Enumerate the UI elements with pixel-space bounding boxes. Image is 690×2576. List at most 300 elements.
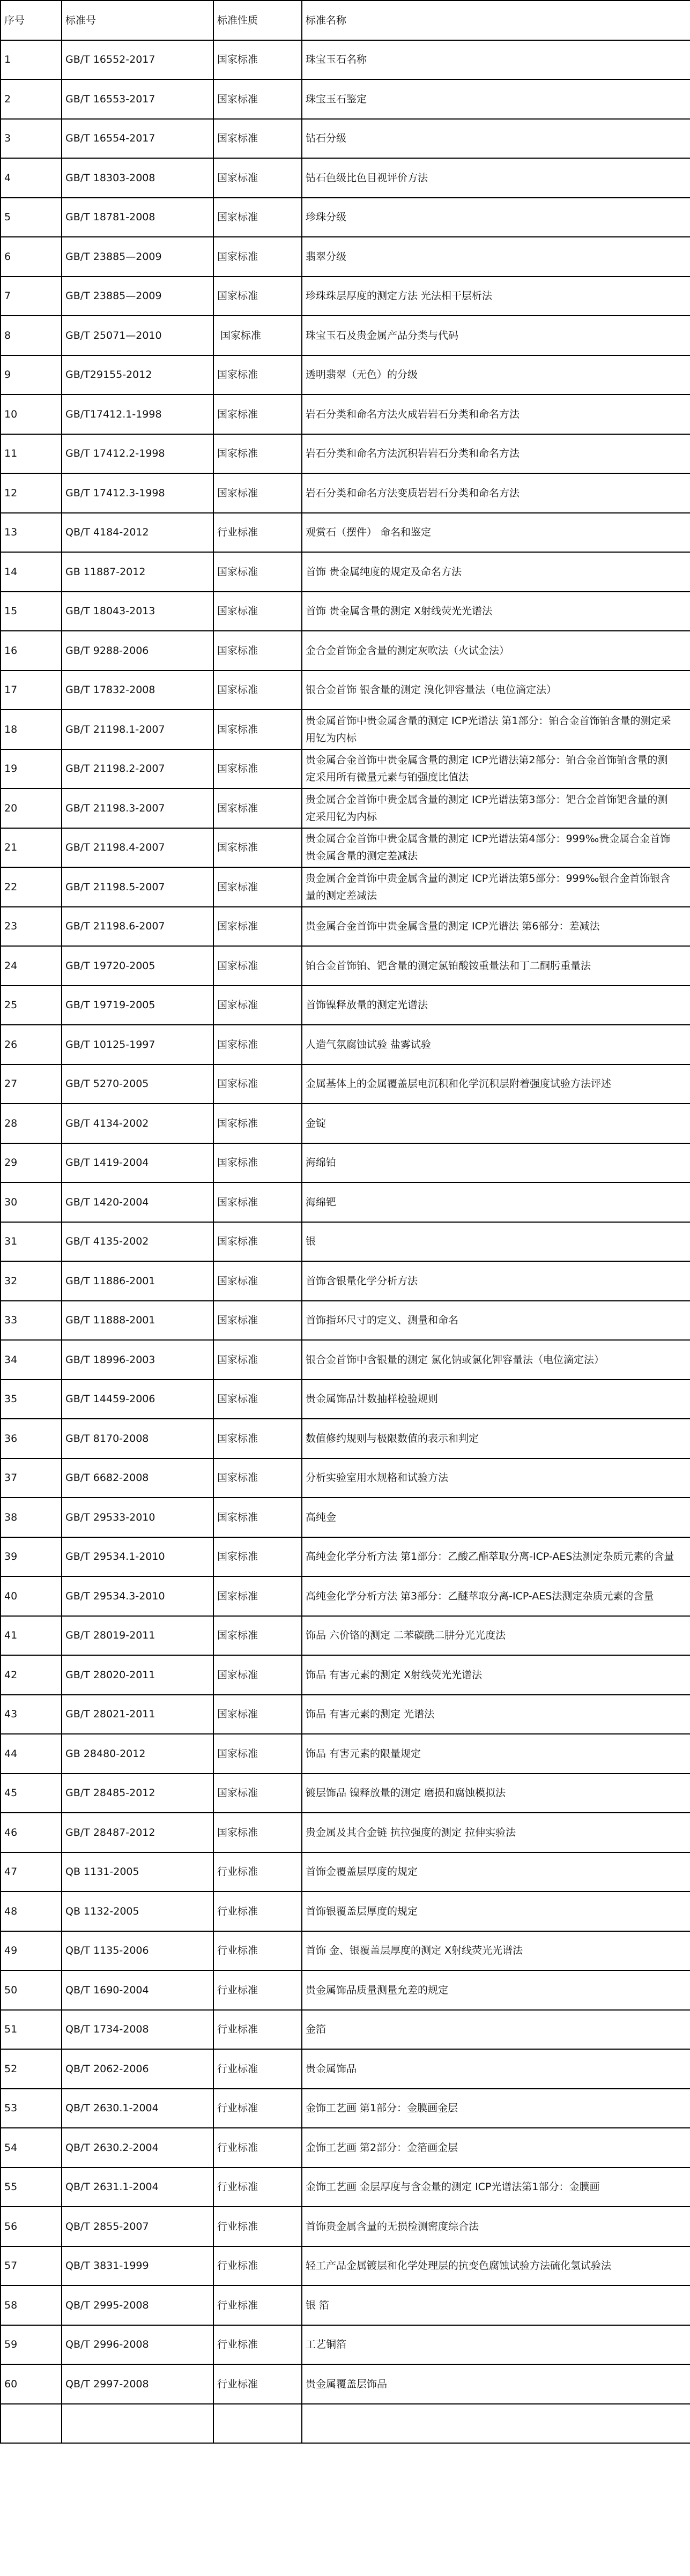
table-row (1, 749, 690, 789)
table-row (1, 1852, 690, 1892)
row-standard-type: 行业标准 (213, 2010, 302, 2050)
row-standard-name: 贵金属合金首饰中贵金属含量的测定 ICP光谱法第5部分：999‰银合金首饰银含量的测定差减法 (302, 867, 690, 907)
table-row (1, 2364, 690, 2404)
row-standard-name: 金饰工艺画 金层厚度与含金量的测定 ICP光谱法第1部分：金膜画 (302, 2168, 690, 2207)
table-row (1, 2325, 690, 2365)
row-standard-name: 岩石分类和命名方法火成岩岩石分类和命名方法 (302, 394, 690, 434)
table-row (1, 237, 690, 277)
row-standard-code: QB/T 1734-2008 (62, 2010, 213, 2050)
row-standard-code: GB/T 16554-2017 (62, 119, 213, 159)
row-standard-code: GB/T 21198.4-2007 (62, 828, 213, 868)
row-standard-type: 国家标准 (213, 237, 302, 277)
table-row (1, 1458, 690, 1498)
table-row (1, 1616, 690, 1656)
row-standard-type: 国家标准 (213, 749, 302, 789)
table-row (1, 1498, 690, 1537)
row-standard-type: 国家标准 (213, 394, 302, 434)
row-standard-name: 金箔 (302, 2010, 690, 2050)
row-index: 7 (1, 277, 62, 316)
row-index: 51 (1, 2010, 62, 2050)
row-index: 13 (1, 513, 62, 553)
row-standard-name: 镀层饰品 镍释放量的测定 磨损和腐蚀模拟法 (302, 1774, 690, 1813)
row-standard-code: GB/T 18996-2003 (62, 1340, 213, 1380)
row-index: 30 (1, 1182, 62, 1222)
row-standard-code: GB/T 21198.5-2007 (62, 867, 213, 907)
row-standard-type: 国家标准 (213, 434, 302, 474)
row-standard-code: GB/T 21198.6-2007 (62, 907, 213, 947)
row-standard-type: 国家标准 (213, 1695, 302, 1734)
row-standard-code: GB/T 10125-1997 (62, 1025, 213, 1064)
header-standard-type: 标准性质 (213, 1, 302, 40)
row-standard-code: GB/T 4135-2002 (62, 1222, 213, 1262)
table-row (1, 1104, 690, 1143)
row-standard-code: QB/T 2996-2008 (62, 2325, 213, 2365)
row-index: 49 (1, 1931, 62, 1971)
row-standard-code: GB/T 21198.1-2007 (62, 710, 213, 749)
row-standard-type: 行业标准 (213, 2207, 302, 2246)
row-index: 1 (1, 40, 62, 80)
row-index: 25 (1, 986, 62, 1025)
row-standard-name: 贵金属饰品 (302, 2049, 690, 2089)
row-index: 6 (1, 237, 62, 277)
row-standard-code: GB/T 23885—2009 (62, 237, 213, 277)
row-standard-code: QB/T 1690-2004 (62, 1970, 213, 2010)
table-row (1, 828, 690, 868)
row-standard-code: QB 1132-2005 (62, 1892, 213, 1931)
row-standard-type: 国家标准 (213, 671, 302, 710)
row-standard-code: GB/T 23885—2009 (62, 277, 213, 316)
row-standard-name: 金锭 (302, 1104, 690, 1143)
row-standard-type: 国家标准 (213, 1340, 302, 1380)
row-standard-code: GB/T 28021-2011 (62, 1695, 213, 1734)
row-standard-code: QB/T 2630.1-2004 (62, 2089, 213, 2128)
row-standard-code: GB/T 29534.1-2010 (62, 1537, 213, 1577)
row-standard-type: 国家标准 (213, 158, 302, 198)
table-row (1, 158, 690, 198)
row-standard-code: GB/T 6682-2008 (62, 1458, 213, 1498)
row-standard-name: 岩石分类和命名方法沉积岩岩石分类和命名方法 (302, 434, 690, 474)
row-index: 19 (1, 749, 62, 789)
row-index: 23 (1, 907, 62, 947)
row-standard-code: QB 1131-2005 (62, 1852, 213, 1892)
row-standard-name: 首饰金覆盖层厚度的规定 (302, 1852, 690, 1892)
header-index: 序号 (1, 1, 62, 40)
row-standard-name: 饰品 有害元素的测定 光谱法 (302, 1695, 690, 1734)
row-standard-name: 首饰指环尺寸的定义、测量和命名 (302, 1301, 690, 1341)
row-standard-code: GB/T 28485-2012 (62, 1774, 213, 1813)
row-standard-name: 首饰 金、银覆盖层厚度的测定 X射线荧光光谱法 (302, 1931, 690, 1971)
row-standard-code: GB/T 4134-2002 (62, 1104, 213, 1143)
row-index: 45 (1, 1774, 62, 1813)
table-row (1, 2049, 690, 2089)
row-index: 2 (1, 79, 62, 119)
row-standard-type: 国家标准 (213, 631, 302, 671)
table-row (1, 1261, 690, 1301)
row-index: 10 (1, 394, 62, 434)
table-row (1, 1655, 690, 1695)
row-standard-type: 国家标准 (213, 119, 302, 159)
row-standard-type: 国家标准 (213, 1222, 302, 1262)
row-standard-name: 海绵钯 (302, 1182, 690, 1222)
table-row (1, 2010, 690, 2050)
row-standard-code: GB/T 19720-2005 (62, 946, 213, 986)
row-standard-code: GB/T 17412.2-1998 (62, 434, 213, 474)
row-index: 36 (1, 1419, 62, 1458)
row-standard-type: 行业标准 (213, 2364, 302, 2404)
row-standard-code: GB/T 29533-2010 (62, 1498, 213, 1537)
row-standard-type: 国家标准 (213, 828, 302, 868)
row-index: 59 (1, 2325, 62, 2365)
row-standard-type: 国家标准 (213, 552, 302, 592)
row-standard-name: 珠宝玉石及贵金属产品分类与代码 (302, 316, 690, 355)
row-index: 40 (1, 1576, 62, 1616)
table-row (1, 316, 690, 355)
row-standard-name: 金饰工艺画 第2部分：金箔画金层 (302, 2128, 690, 2168)
row-standard-name: 珠宝玉石名称 (302, 40, 690, 80)
table-row (1, 1182, 690, 1222)
row-index: 44 (1, 1734, 62, 1774)
row-index: 38 (1, 1498, 62, 1537)
table-row (1, 2089, 690, 2128)
row-standard-code: GB/T 1419-2004 (62, 1143, 213, 1183)
table-row (1, 788, 690, 828)
row-standard-name: 首饰贵金属含量的无损检测密度综合法 (302, 2207, 690, 2246)
row-standard-code: GB/T 21198.2-2007 (62, 749, 213, 789)
row-index: 11 (1, 434, 62, 474)
row-index: 20 (1, 788, 62, 828)
row-standard-type: 行业标准 (213, 2089, 302, 2128)
row-standard-name: 贵金属合金首饰中贵金属含量的测定 ICP光谱法第2部分：铂合金首饰铂含量的测定采用所有微量元素与铂强度比值法 (302, 749, 690, 789)
row-standard-name: 首饰镍释放量的测定光谱法 (302, 986, 690, 1025)
row-standard-name: 银合金首饰中含银量的测定 氯化钠或氯化钾容量法（电位滴定法） (302, 1340, 690, 1380)
row-standard-type: 国家标准 (213, 867, 302, 907)
row-standard-type: 行业标准 (213, 1931, 302, 1971)
row-standard-type: 行业标准 (213, 513, 302, 553)
table-row (1, 79, 690, 119)
row-standard-code: GB/T29155-2012 (62, 355, 213, 395)
table-row (1, 671, 690, 710)
row-index: 48 (1, 1892, 62, 1931)
row-index: 28 (1, 1104, 62, 1143)
row-standard-code: GB/T17412.1-1998 (62, 394, 213, 434)
row-standard-name: 首饰 贵金属含量的测定 X射线荧光光谱法 (302, 592, 690, 631)
row-index: 41 (1, 1616, 62, 1656)
row-standard-code: GB/T 18043-2013 (62, 592, 213, 631)
row-standard-code: GB/T 9288-2006 (62, 631, 213, 671)
row-standard-code: GB/T 21198.3-2007 (62, 788, 213, 828)
row-index: 50 (1, 1970, 62, 2010)
row-index: 24 (1, 946, 62, 986)
row-standard-name: 钻石色级比色目视评价方法 (302, 158, 690, 198)
row-index: 4 (1, 158, 62, 198)
row-standard-name: 铂合金首饰铂、钯含量的测定氯铂酸铵重量法和丁二酮肟重量法 (302, 946, 690, 986)
row-index: 18 (1, 710, 62, 749)
row-standard-code: QB/T 2997-2008 (62, 2364, 213, 2404)
row-standard-name: 贵金属饰品质量测量允差的规定 (302, 1970, 690, 2010)
row-standard-name: 数值修约规则与极限数值的表示和判定 (302, 1419, 690, 1458)
table-row (1, 198, 690, 237)
row-index: 46 (1, 1813, 62, 1852)
table-row (1, 946, 690, 986)
row-index: 14 (1, 552, 62, 592)
row-standard-type: 国家标准 (213, 1182, 302, 1222)
table-row (1, 1892, 690, 1931)
row-standard-code: GB/T 11888-2001 (62, 1301, 213, 1341)
row-index: 16 (1, 631, 62, 671)
row-standard-type: 行业标准 (213, 1852, 302, 1892)
row-standard-name: 贵金属首饰中贵金属含量的测定 ICP光谱法 第1部分：铂合金首饰铂含量的测定采用钇为内标 (302, 710, 690, 749)
row-index: 12 (1, 473, 62, 513)
row-index: 32 (1, 1261, 62, 1301)
row-standard-type: 国家标准 (213, 592, 302, 631)
row-standard-code: GB 28480-2012 (62, 1734, 213, 1774)
row-standard-code: GB/T 18781-2008 (62, 198, 213, 237)
table-row (1, 986, 690, 1025)
row-standard-name: 首饰含银量化学分析方法 (302, 1261, 690, 1301)
table-row (1, 1576, 690, 1616)
row-standard-name: 首饰银覆盖层厚度的规定 (302, 1892, 690, 1931)
table-row (1, 1931, 690, 1971)
row-standard-code: GB/T 16553-2017 (62, 79, 213, 119)
row-index: 9 (1, 355, 62, 395)
row-standard-type: 国家标准 (213, 1537, 302, 1577)
row-index: 21 (1, 828, 62, 868)
row-index: 15 (1, 592, 62, 631)
row-index: 53 (1, 2089, 62, 2128)
row-standard-name: 观赏石（摆件） 命名和鉴定 (302, 513, 690, 553)
row-standard-type: 国家标准 (213, 79, 302, 119)
row-index (1, 2404, 62, 2444)
row-standard-type: 行业标准 (213, 2285, 302, 2325)
row-standard-type: 国家标准 (213, 1301, 302, 1341)
row-standard-type: 国家标准 (213, 1261, 302, 1301)
row-standard-name: 金饰工艺画 第1部分：金膜画金层 (302, 2089, 690, 2128)
row-standard-type: 国家标准 (213, 1143, 302, 1183)
row-standard-type: 国家标准 (213, 710, 302, 749)
row-standard-type: 国家标准 (213, 1458, 302, 1498)
row-index: 31 (1, 1222, 62, 1262)
row-standard-name: 贵金属合金首饰中贵金属含量的测定 ICP光谱法第4部分：999‰贵金属合金首饰贵金属含量的测定差减法 (302, 828, 690, 868)
header-standard-name: 标准名称 (302, 1, 690, 40)
row-index: 26 (1, 1025, 62, 1064)
row-standard-name: 贵金属饰品计数抽样检验规则 (302, 1380, 690, 1419)
table-row (1, 907, 690, 947)
row-standard-type: 国家标准 (213, 40, 302, 80)
row-index: 52 (1, 2049, 62, 2089)
table-row (1, 1695, 690, 1734)
row-standard-name: 金属基体上的金属覆盖层电沉积和化学沉积层附着强度试验方法评述 (302, 1064, 690, 1104)
table-row (1, 1774, 690, 1813)
table-row (1, 2285, 690, 2325)
table-row (1, 394, 690, 434)
row-index: 47 (1, 1852, 62, 1892)
row-standard-type: 国家标准 (213, 1655, 302, 1695)
row-standard-name: 轻工产品金属镀层和化学处理层的抗变色腐蚀试验方法硫化氢试验法 (302, 2246, 690, 2286)
table-row (1, 355, 690, 395)
table-row (1, 40, 690, 80)
row-standard-name: 珠宝玉石鉴定 (302, 79, 690, 119)
row-standard-type (213, 2404, 302, 2444)
row-index: 39 (1, 1537, 62, 1577)
row-index: 54 (1, 2128, 62, 2168)
table-body (1, 40, 690, 2444)
row-standard-code: GB/T 17832-2008 (62, 671, 213, 710)
row-standard-name: 金合金首饰金含量的测定灰吹法（火试金法） (302, 631, 690, 671)
row-standard-type: 国家标准 (213, 1616, 302, 1656)
row-standard-name: 贵金属及其合金链 抗拉强度的测定 拉伸实验法 (302, 1813, 690, 1852)
row-standard-type: 行业标准 (213, 1970, 302, 2010)
row-standard-code: GB/T 8170-2008 (62, 1419, 213, 1458)
table-row (1, 2168, 690, 2207)
row-standard-code: GB/T 28020-2011 (62, 1655, 213, 1695)
row-standard-name: 银合金首饰 银含量的测定 溴化钾容量法（电位滴定法） (302, 671, 690, 710)
row-standard-code: GB/T 11886-2001 (62, 1261, 213, 1301)
row-standard-name: 钻石分级 (302, 119, 690, 159)
row-standard-type: 国家标准 (213, 1064, 302, 1104)
row-standard-code: GB/T 5270-2005 (62, 1064, 213, 1104)
row-standard-code: GB/T 18303-2008 (62, 158, 213, 198)
table-row (1, 1734, 690, 1774)
row-standard-type: 国家标准 (213, 986, 302, 1025)
row-standard-type: 国家标准 (213, 1104, 302, 1143)
row-standard-code: GB/T 14459-2006 (62, 1380, 213, 1419)
row-standard-name: 银 (302, 1222, 690, 1262)
row-standard-type: 国家标准 (213, 473, 302, 513)
row-standard-type: 国家标准 (213, 788, 302, 828)
row-standard-type: 国家标准 (213, 1380, 302, 1419)
row-index: 43 (1, 1695, 62, 1734)
row-standard-code: GB/T 19719-2005 (62, 986, 213, 1025)
table-row (1, 2246, 690, 2286)
row-standard-name: 贵金属覆盖层饰品 (302, 2364, 690, 2404)
row-standard-type: 国家标准 (213, 1498, 302, 1537)
row-index: 8 (1, 316, 62, 355)
header-standard-code: 标准号 (62, 1, 213, 40)
row-standard-name: 海绵铂 (302, 1143, 690, 1183)
row-standard-type: 国家标准 (213, 1734, 302, 1774)
table-row (1, 1301, 690, 1341)
row-index: 58 (1, 2285, 62, 2325)
row-standard-code: QB/T 3831-1999 (62, 2246, 213, 2286)
row-standard-type: 行业标准 (213, 2128, 302, 2168)
row-standard-name: 透明翡翠（无色）的分级 (302, 355, 690, 395)
table-row (1, 2128, 690, 2168)
row-standard-code: QB/T 2855-2007 (62, 2207, 213, 2246)
row-standard-code: QB/T 2631.1-2004 (62, 2168, 213, 2207)
row-index: 33 (1, 1301, 62, 1341)
row-standard-name: 饰品 六价铬的测定 二苯碳酰二肼分光光度法 (302, 1616, 690, 1656)
table-row (1, 513, 690, 553)
row-standard-code (62, 2404, 213, 2444)
row-standard-type: 国家标准 (213, 1025, 302, 1064)
row-standard-type: 行业标准 (213, 2168, 302, 2207)
row-standard-code: QB/T 2062-2006 (62, 2049, 213, 2089)
row-standard-name: 饰品 有害元素的限量规定 (302, 1734, 690, 1774)
row-standard-type: 行业标准 (213, 1892, 302, 1931)
row-index: 27 (1, 1064, 62, 1104)
row-standard-code: GB/T 17412.3-1998 (62, 473, 213, 513)
row-index: 55 (1, 2168, 62, 2207)
table-row (1, 592, 690, 631)
row-standard-name: 高纯金化学分析方法 第1部分：乙酸乙酯萃取分离-ICP-AES法测定杂质元素的含量 (302, 1537, 690, 1577)
row-standard-type: 国家标准 (213, 1576, 302, 1616)
table-row (1, 1064, 690, 1104)
table-row (1, 1143, 690, 1183)
table-row (1, 2404, 690, 2444)
row-standard-type: 国家标准 (213, 277, 302, 316)
row-standard-name: 银 箔 (302, 2285, 690, 2325)
row-standard-type: 国家标准 (213, 1774, 302, 1813)
row-standard-type: 行业标准 (213, 2049, 302, 2089)
row-index: 3 (1, 119, 62, 159)
table-row (1, 1222, 690, 1262)
row-standard-name (302, 2404, 690, 2444)
row-standard-code: QB/T 4184-2012 (62, 513, 213, 553)
row-standard-code: GB/T 16552-2017 (62, 40, 213, 80)
row-standard-name: 人造气氛腐蚀试验 盐雾试验 (302, 1025, 690, 1064)
row-index: 5 (1, 198, 62, 237)
row-standard-code: GB/T 1420-2004 (62, 1182, 213, 1222)
row-standard-name: 贵金属合金首饰中贵金属含量的测定 ICP光谱法 第6部分：差减法 (302, 907, 690, 947)
table-row (1, 119, 690, 159)
table-row (1, 710, 690, 749)
row-standard-type: 国家标准 (213, 355, 302, 395)
table-row (1, 1419, 690, 1458)
row-standard-type: 国家标准 (213, 316, 302, 355)
row-index: 29 (1, 1143, 62, 1183)
row-standard-type: 国家标准 (213, 198, 302, 237)
table-row (1, 2207, 690, 2246)
table-row (1, 1340, 690, 1380)
row-standard-name: 高纯金化学分析方法 第3部分：乙醚萃取分离-ICP-AES法测定杂质元素的含量 (302, 1576, 690, 1616)
row-index: 17 (1, 671, 62, 710)
row-index: 56 (1, 2207, 62, 2246)
row-standard-code: GB/T 29534.3-2010 (62, 1576, 213, 1616)
row-standard-name: 分析实验室用水规格和试验方法 (302, 1458, 690, 1498)
row-standard-code: GB/T 28019-2011 (62, 1616, 213, 1656)
row-standard-code: QB/T 2630.2-2004 (62, 2128, 213, 2168)
table-row (1, 631, 690, 671)
row-standard-name: 首饰 贵金属纯度的规定及命名方法 (302, 552, 690, 592)
table-row (1, 277, 690, 316)
row-standard-name: 饰品 有害元素的测定 X射线荧光光谱法 (302, 1655, 690, 1695)
row-standard-code: GB/T 25071—2010 (62, 316, 213, 355)
table-row (1, 867, 690, 907)
row-standard-name: 岩石分类和命名方法变质岩岩石分类和命名方法 (302, 473, 690, 513)
row-standard-type: 行业标准 (213, 2325, 302, 2365)
row-standard-type: 国家标准 (213, 946, 302, 986)
table-row (1, 1537, 690, 1577)
row-index: 22 (1, 867, 62, 907)
row-standard-code: QB/T 2995-2008 (62, 2285, 213, 2325)
row-standard-type: 国家标准 (213, 907, 302, 947)
row-index: 60 (1, 2364, 62, 2404)
table-row (1, 552, 690, 592)
table-row (1, 1380, 690, 1419)
row-index: 34 (1, 1340, 62, 1380)
row-standard-name: 珍珠分级 (302, 198, 690, 237)
table-header-row (1, 1, 690, 40)
row-standard-name: 珍珠珠层厚度的测定方法 光法相干层析法 (302, 277, 690, 316)
row-index: 37 (1, 1458, 62, 1498)
row-standard-name: 工艺铜箔 (302, 2325, 690, 2365)
row-standard-type: 国家标准 (213, 1419, 302, 1458)
row-index: 42 (1, 1655, 62, 1695)
row-index: 35 (1, 1380, 62, 1419)
table-row (1, 434, 690, 474)
row-standard-name: 贵金属合金首饰中贵金属含量的测定 ICP光谱法第3部分：钯合金首饰钯含量的测定采用钇为内标 (302, 788, 690, 828)
row-standard-type: 国家标准 (213, 1813, 302, 1852)
